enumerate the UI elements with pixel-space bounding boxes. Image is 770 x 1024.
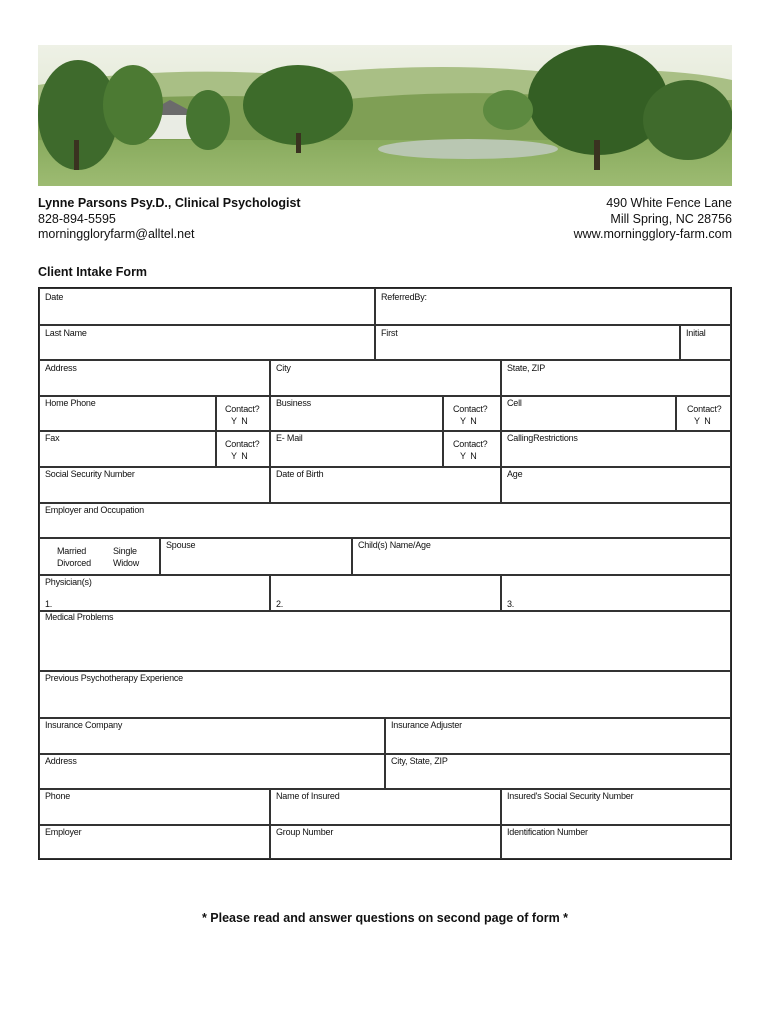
practitioner-email: morninggloryfarm@alltel.net: [38, 227, 195, 241]
yes-no-options[interactable]: Y N: [460, 451, 477, 461]
email-field[interactable]: [270, 431, 443, 467]
calling-restrictions-field[interactable]: [501, 431, 731, 467]
insurance-adjuster-label: Insurance Adjuster: [391, 720, 462, 730]
insurance-city-state-zip-field[interactable]: [385, 754, 731, 789]
contact-question: Contact?: [225, 404, 260, 414]
insurance-company-label: Insurance Company: [45, 720, 123, 730]
home-phone-label: Home Phone: [45, 398, 96, 408]
referred-by-label: ReferredBy:: [381, 292, 427, 302]
address-street: 490 White Fence Lane: [606, 196, 732, 210]
address-label: Address: [45, 363, 77, 373]
insurance-employer-label: Employer: [45, 827, 82, 837]
insurance-phone-field[interactable]: [39, 789, 270, 825]
contact-question: Contact?: [225, 439, 260, 449]
medical-problems-label: Medical Problems: [45, 612, 114, 622]
physician-3-field[interactable]: [501, 575, 731, 611]
email-contact[interactable]: [443, 431, 501, 467]
name-of-insured-label: Name of Insured: [276, 791, 340, 801]
name-of-insured-field[interactable]: [270, 789, 501, 825]
first-name-field[interactable]: [375, 325, 680, 360]
practitioner-info: [38, 196, 301, 243]
ssn-field[interactable]: [39, 467, 270, 503]
city-field[interactable]: [270, 360, 501, 396]
spouse-field[interactable]: [160, 538, 352, 575]
marital-status-field[interactable]: [39, 538, 160, 575]
contact-question: Contact?: [687, 404, 722, 414]
state-zip-label: State, ZIP: [507, 363, 546, 373]
home-phone-contact[interactable]: [216, 396, 270, 431]
physician-2-label: 2.: [276, 599, 284, 609]
fax-field[interactable]: [39, 431, 216, 467]
physician-1-label: 1.: [45, 599, 53, 609]
divorced-option[interactable]: Divorced: [57, 558, 91, 568]
single-option[interactable]: Single: [113, 546, 137, 556]
calling-restrictions-label: CallingRestrictions: [507, 433, 578, 443]
practitioner-name: Lynne Parsons Psy.D., Clinical Psychologist: [38, 196, 301, 210]
children-label: Child(s) Name/Age: [358, 540, 431, 550]
dob-label: Date of Birth: [276, 469, 324, 479]
identification-number-field[interactable]: [501, 825, 731, 859]
yes-no-options[interactable]: Y N: [694, 416, 711, 426]
business-phone-field[interactable]: [270, 396, 443, 431]
fax-contact[interactable]: [216, 431, 270, 467]
physician-3-label: 3.: [507, 599, 515, 609]
children-field[interactable]: [352, 538, 731, 575]
ssn-label: Social Security Number: [45, 469, 135, 479]
spouse-label: Spouse: [166, 540, 196, 550]
intake-form: [38, 287, 732, 860]
last-name-field[interactable]: [39, 325, 375, 360]
yes-no-options[interactable]: Y N: [231, 451, 248, 461]
employer-occupation-label: Employer and Occupation: [45, 505, 144, 515]
insured-ssn-field[interactable]: [501, 789, 731, 825]
insurance-employer-field[interactable]: [39, 825, 270, 859]
cell-label: Cell: [507, 398, 522, 408]
physician-1-field[interactable]: [39, 575, 270, 611]
yes-no-options[interactable]: Y N: [460, 416, 477, 426]
cell-phone-field[interactable]: [501, 396, 676, 431]
cell-phone-contact[interactable]: [676, 396, 731, 431]
married-option[interactable]: Married: [57, 546, 87, 556]
insurance-address-field[interactable]: [39, 754, 385, 789]
date-label: Date: [45, 292, 64, 302]
group-number-label: Group Number: [276, 827, 334, 837]
initial-label: Initial: [686, 328, 706, 338]
state-zip-field[interactable]: [501, 360, 731, 396]
insurance-city-state-zip-label: City, State, ZIP: [391, 756, 448, 766]
insurance-adjuster-field[interactable]: [385, 718, 731, 754]
date-field[interactable]: [39, 288, 375, 325]
employer-occupation-field[interactable]: [39, 503, 731, 538]
dob-field[interactable]: [270, 467, 501, 503]
insurance-company-field[interactable]: [39, 718, 385, 754]
business-label: Business: [276, 398, 311, 408]
practice-website: www.morningglory-farm.com: [573, 227, 732, 241]
practitioner-phone: 828-894-5595: [38, 211, 116, 226]
previous-psychotherapy-field[interactable]: [39, 671, 731, 718]
age-label: Age: [507, 469, 523, 479]
physicians-label: Physician(s): [45, 577, 92, 587]
practice-address: [574, 196, 732, 243]
home-phone-field[interactable]: [39, 396, 216, 431]
fax-label: Fax: [45, 433, 60, 443]
widow-option[interactable]: Widow: [113, 558, 140, 568]
initial-field[interactable]: [680, 325, 731, 360]
second-page-note: * Please read and answer questions on second page of form *: [201, 911, 569, 925]
insured-ssn-label: Insured's Social Security Number: [507, 791, 634, 801]
group-number-field[interactable]: [270, 825, 501, 859]
last-name-label: Last Name: [45, 328, 87, 338]
form-title: Client Intake Form: [38, 265, 148, 279]
yes-no-options[interactable]: Y N: [231, 416, 248, 426]
previous-psychotherapy-label: Previous Psychotherapy Experience: [45, 673, 183, 683]
insurance-address-label: Address: [45, 756, 77, 766]
first-name-label: First: [381, 328, 398, 338]
address-field[interactable]: [39, 360, 270, 396]
insurance-phone-label: Phone: [45, 791, 71, 801]
email-label: E- Mail: [276, 433, 303, 443]
business-phone-contact[interactable]: [443, 396, 501, 431]
medical-problems-field[interactable]: [39, 611, 731, 671]
identification-number-label: Identification Number: [507, 827, 588, 837]
contact-question: Contact?: [453, 404, 488, 414]
age-field[interactable]: [501, 467, 731, 503]
header-landscape-image: [38, 45, 732, 186]
contact-question: Contact?: [453, 439, 488, 449]
city-label: City: [276, 363, 291, 373]
address-city: Mill Spring, NC 28756: [610, 211, 732, 226]
referred-by-field[interactable]: [375, 288, 731, 325]
physician-2-field[interactable]: [270, 575, 501, 611]
